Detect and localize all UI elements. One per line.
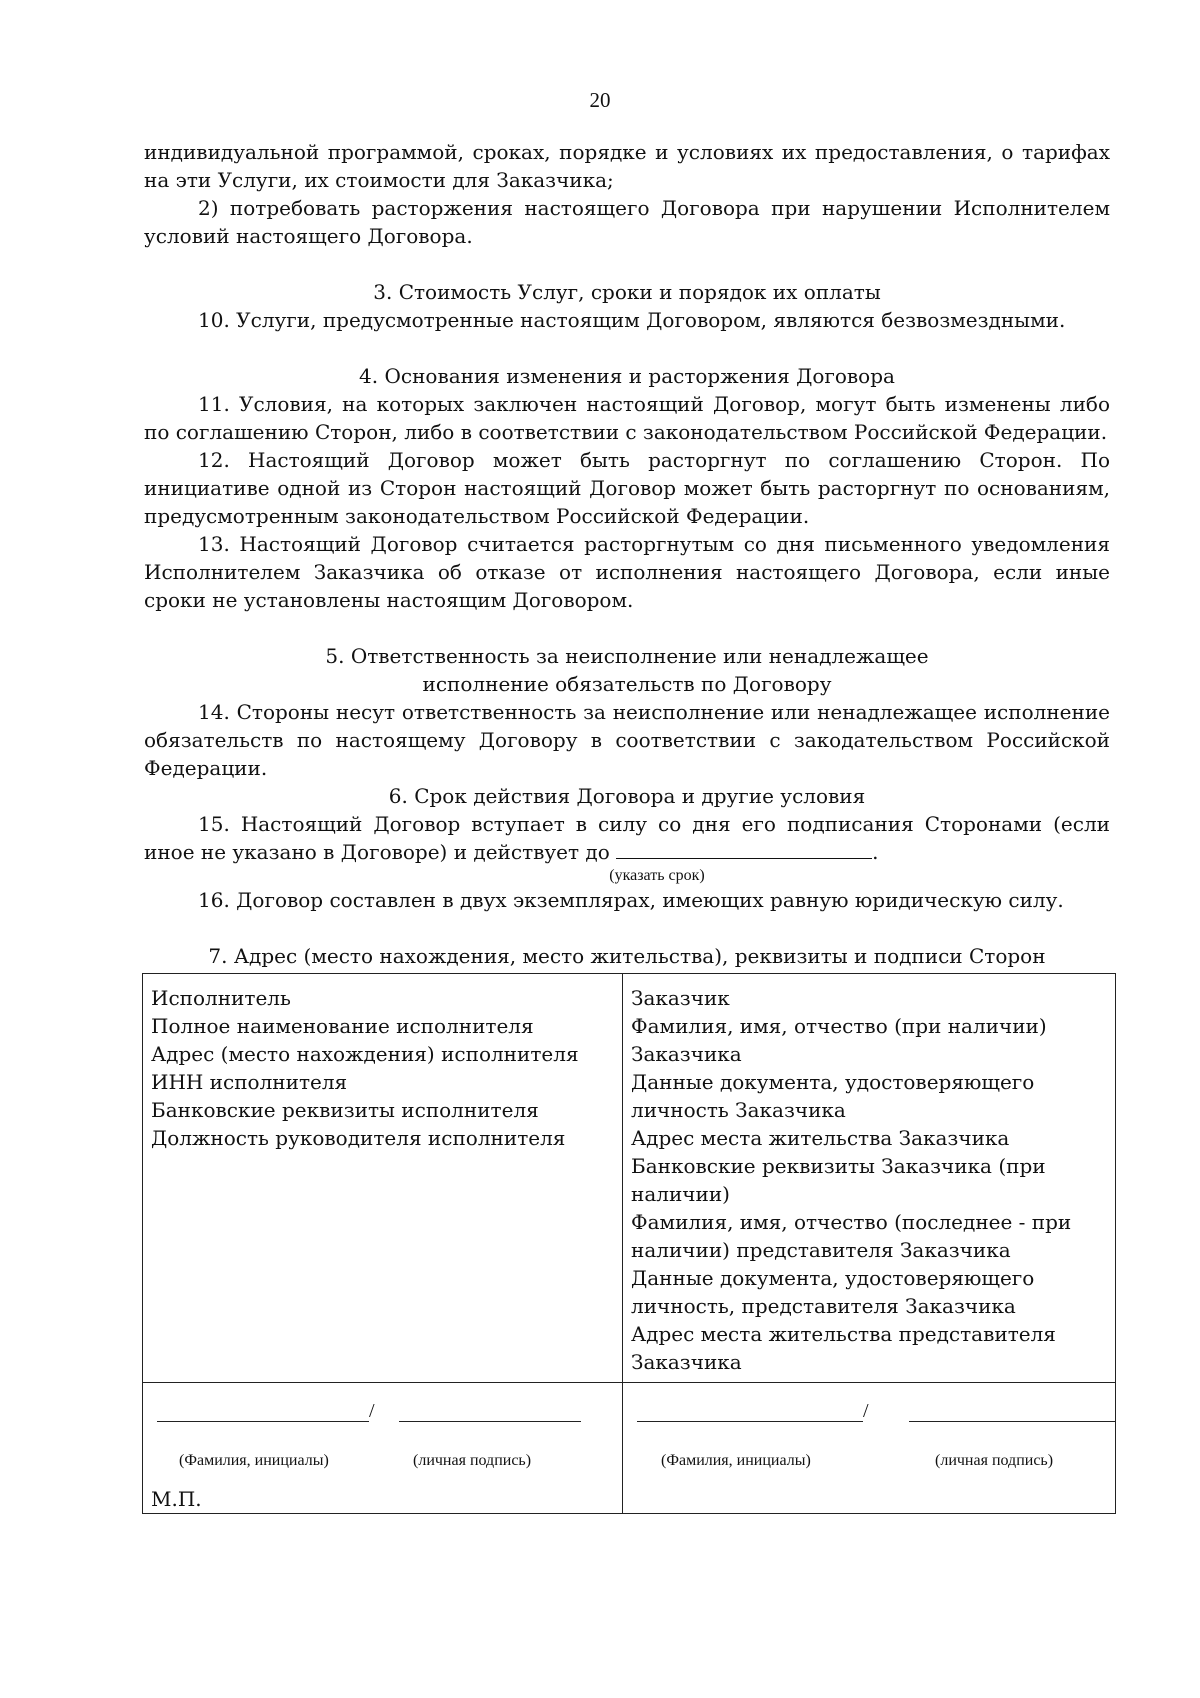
clause-11: 11. Условия, на которых заключен настоящий Договор, могут быть изменены либо по соглашению Сторон, либо в соответствии с законодательством Российской Федерации. xyxy=(144,392,1110,444)
representative-id-document: Данные документа, удостоверяющего личность, представителя Заказчика xyxy=(631,1266,1035,1318)
customer-cell xyxy=(623,974,1116,1383)
customer-slash: / xyxy=(863,1400,869,1422)
section-5-title-line-2: исполнение обязательств по Договору xyxy=(422,672,832,696)
customer-sign-caption: (личная подпись) xyxy=(935,1452,1054,1469)
intro-continuation: индивидуальной программой, сроках, порядке и условиях их предоставления, о тарифах на эти Услуги, их стоимости для Заказчика; xyxy=(144,140,1110,192)
customer-name-caption: (Фамилия, инициалы) xyxy=(661,1452,811,1469)
executor-signature-line[interactable] xyxy=(399,1421,581,1422)
executor-head-position: Должность руководителя исполнителя xyxy=(151,1126,566,1150)
clause-15-text: 15. Настоящий Договор вступает в силу со дня его подписания Сторонами (если иное не указано в Договоре) и действует до xyxy=(144,812,1110,864)
executor-signature-cell xyxy=(143,1383,623,1514)
clause-10: 10. Услуги, предусмотренные настоящим Договором, являются безвозмездными. xyxy=(198,308,1066,332)
section-6-title: 6. Срок действия Договора и другие условия xyxy=(388,784,866,808)
document-body xyxy=(144,138,1110,1514)
executor-cell xyxy=(143,974,623,1383)
executor-full-name: Полное наименование исполнителя xyxy=(151,1014,534,1038)
clause-15-end: . xyxy=(872,840,879,864)
customer-signature-cell xyxy=(623,1383,1116,1514)
section-4-title: 4. Основания изменения и расторжения Договора xyxy=(359,364,895,388)
executor-bank-details: Банковские реквизиты исполнителя xyxy=(151,1098,539,1122)
executor-address: Адрес (место нахождения) исполнителя xyxy=(151,1042,579,1066)
representative-address: Адрес места жительства представителя Заказчика xyxy=(631,1322,1056,1374)
clause-16: 16. Договор составлен в двух экземплярах, имеющих равную юридическую силу. xyxy=(198,888,1064,912)
section-5-title-line-1: 5. Ответственность за неисполнение или ненадлежащее xyxy=(325,644,929,668)
executor-heading: Исполнитель xyxy=(151,986,291,1010)
customer-id-document: Данные документа, удостоверяющего личность Заказчика xyxy=(631,1070,1035,1122)
executor-sign-caption: (личная подпись) xyxy=(413,1452,532,1469)
clause-13: 13. Настоящий Договор считается расторгнутым со дня письменного уведомления Исполнителем Заказчика об отказе от исполнения настоящего Договора, если иные сроки не установлены настоящим Договором. xyxy=(144,532,1110,612)
page-number: 20 xyxy=(589,88,611,112)
section-3-title: 3. Стоимость Услуг, сроки и порядок их оплаты xyxy=(373,280,881,304)
representative-name: Фамилия, имя, отчество (последнее - при наличии) представителя Заказчика xyxy=(631,1210,1072,1262)
clause-12: 12. Настоящий Договор может быть расторгнут по соглашению Сторон. По инициативе одной из Сторон настоящий Договор может быть расторгнут по основаниям, предусмотренным законодательством Российской Федерации. xyxy=(144,448,1110,528)
term-hint: (указать срок) xyxy=(609,867,705,884)
clause-14: 14. Стороны несут ответственность за неисполнение или ненадлежащее исполнение обязательств по настоящему Договору в соответствии с закодательством Российской Федерации. xyxy=(144,700,1110,780)
section-7-title: 7. Адрес (место нахождения, место жительства), реквизиты и подписи Сторон xyxy=(208,944,1046,968)
customer-bank-details: Банковские реквизиты Заказчика (при наличии) xyxy=(631,1154,1046,1206)
term-blank-field[interactable] xyxy=(616,838,872,859)
intro-item-2: 2) потребовать расторжения настоящего Договора при нарушении Исполнителем условий настоящего Договора. xyxy=(144,196,1110,248)
requisites-table xyxy=(142,973,1116,1514)
stamp-place: М.П. xyxy=(151,1487,202,1511)
executor-name-caption: (Фамилия, инициалы) xyxy=(179,1452,329,1469)
customer-full-name: Фамилия, имя, отчество (при наличии) Заказчика xyxy=(631,1014,1047,1066)
customer-address: Адрес места жительства Заказчика xyxy=(631,1126,1010,1150)
executor-name-line[interactable] xyxy=(157,1421,369,1422)
executor-slash: / xyxy=(369,1400,375,1422)
customer-name-line[interactable] xyxy=(637,1421,863,1422)
executor-inn: ИНН исполнителя xyxy=(151,1070,348,1094)
customer-signature-line[interactable] xyxy=(909,1421,1115,1422)
customer-heading: Заказчик xyxy=(631,986,730,1010)
clause-15 xyxy=(144,810,1110,866)
